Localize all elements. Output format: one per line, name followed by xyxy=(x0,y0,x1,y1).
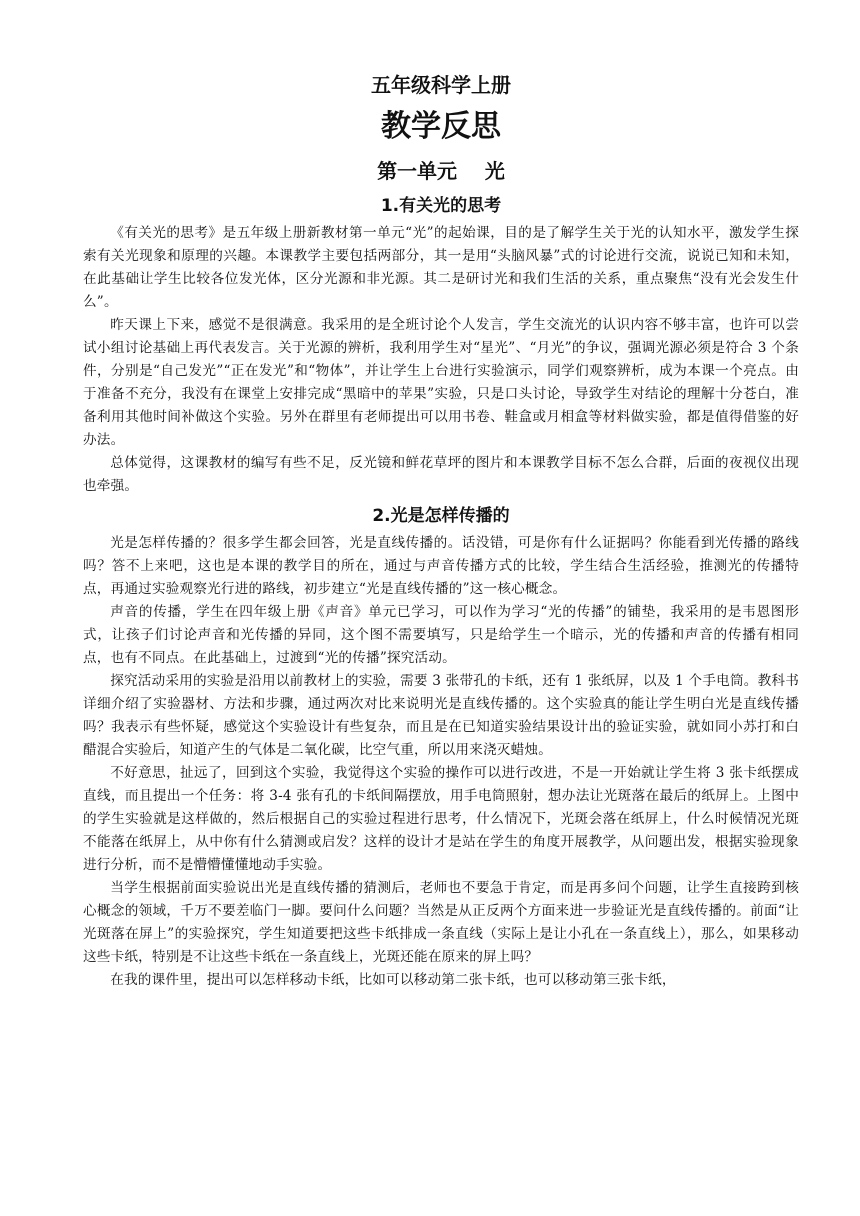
paragraph: 当学生根据前面实验说出光是直线传播的猜测后，老师也不要急于肯定，而是再多问个问题，让学生直接跨到核心概念的领域，千万不要差临门一脚。要问什么问题？当然是从正反两个方面来进一步验证光是直线传播的。前面“让光斑落在屏上”的实验探究，学生知道要把这些卡纸排成一条直线（实际上是让小孔在一条直线上），那么，如果移动这些卡纸，特别是不让这些卡纸在一条直线上，光斑还能在原来的屏上吗？ xyxy=(83,880,799,965)
paragraph: 在我的课件里，提出可以怎样移动卡纸，比如可以移动第二张卡纸，也可以移动第三张卡纸， xyxy=(110,972,676,988)
grade-title: 五年级科学上册 xyxy=(371,73,511,97)
section-1 xyxy=(83,192,799,498)
section-heading: 1.有关光的思考 xyxy=(380,196,502,216)
paragraph: 《有关光的思考》是五年级上册新教材第一单元“光”的起始课，目的是了解学生关于光的认知水平，激发学生探索有关光现象和原理的兴趣。本课教学主要包括两部分，其一是用“头脑风暴”式的讨论进行交流，说说已知和未知，在此基础让学生比较各位发光体，区分光源和非光源。其二是研讨光和我们生活的关系，重点聚焦“没有光会发生什么”。 xyxy=(83,225,799,310)
document-page xyxy=(83,70,799,992)
paragraph: 不好意思，扯远了，回到这个实验，我觉得这个实验的操作可以进行改进，不是一开始就让学生将 3 张卡纸摆成直线，而且提出一个任务：将 3-4 张有孔的卡纸间隔摆放，用手电筒照射，想办法让光斑落在最后的纸屏上。上图中的学生实验就是这样做的，然后根据自己的实验过程进行思考，什么情况下，光斑会落在纸屏上，什么时候情况光斑不能落在纸屏上，从中你有什么猜测或启发？这样的设计才是站在学生的角度开展教学，从问题出发，根据实验现象进行分析，而不是懵懵懂懂地动手实验。 xyxy=(83,765,799,873)
paragraph: 声音的传播，学生在四年级上册《声音》单元已学习，可以作为学习“光的传播”的铺垫，我采用的是韦恩图形式，让孩子们讨论声音和光传播的异同，这个图不需要填写，只是给学生一个暗示，光的传播和声音的传播有相同点，也有不同点。在此基础上，过渡到“光的传播”探究活动。 xyxy=(83,604,799,666)
section-heading: 2.光是怎样传播的 xyxy=(372,506,510,526)
paragraph: 光是怎样传播的？很多学生都会回答，光是直线传播的。话没错，可是你有什么证据吗？你能看到光传播的路线吗？答不上来吧，这也是本课的教学目的所在，通过与声音传播方式的比较，学生结合生活经验，推测光的传播特点，再通过实验观察光行进的路线，初步建立“光是直线传播的”这一核心概念。 xyxy=(83,535,799,597)
main-title: 教学反思 xyxy=(381,109,501,144)
paragraph: 探究活动采用的实验是沿用以前教材上的实验，需要 3 张带孔的卡纸，还有 1 张纸屏，以及 1 个手电筒。教科书详细介绍了实验器材、方法和步骤，通过两次对比来说明光是直线传播的。这个实验真的能让学生明白光是直线传播吗？我表示有些怀疑，感觉这个实验设计有些复杂，而且是在已知道实验结果设计出的验证实验，就如同小苏打和白醋混合实验后，知道产生的气体是二氧化碳，比空气重，所以用来浇灭蜡烛。 xyxy=(83,673,799,758)
paragraph: 总体觉得，这课教材的编写有些不足，反光镜和鲜花草坪的图片和本课教学目标不怎么合群，后面的夜视仪出现也牵强。 xyxy=(83,455,799,494)
unit-title: 第一单元 光 xyxy=(377,159,505,183)
paragraph: 昨天课上下来，感觉不是很满意。我采用的是全班讨论个人发言，学生交流光的认识内容不够丰富，也许可以尝试小组讨论基础上再代表发言。关于光源的辨析，我利用学生对“星光”、“月光”的争议，强调光源必须是符合 3 个条件，分别是“自己发光”“正在发光”和“物体”，并让学生上台进行实验演示，同学们观察辨析，成为本课一个亮点。由于准备不充分，我没有在课堂上安排完成“黑暗中的苹果”实验，只是口头讨论，导致学生对结论的理解十分苍白，准备利用其他时间补做这个实验。另外在群里有老师提出可以用书卷、鞋盒或月相盒等材料做实验，都是值得借鉴的好办法。 xyxy=(83,317,799,448)
section-2 xyxy=(83,502,799,992)
